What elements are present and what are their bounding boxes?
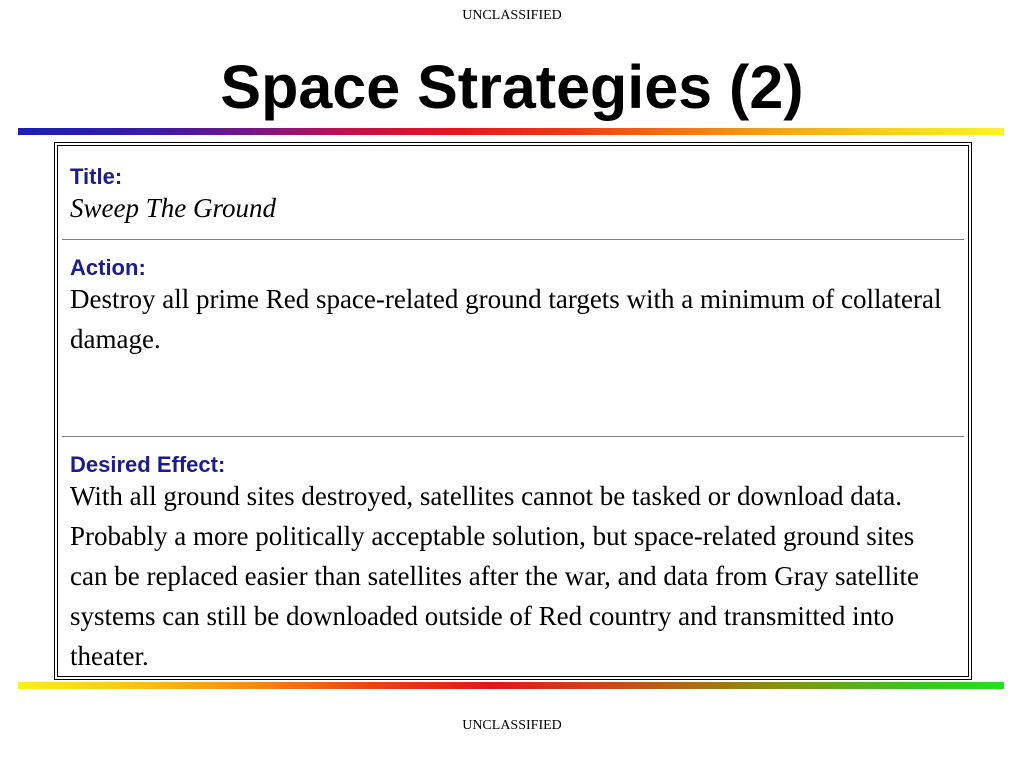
action-value: Destroy all prime Red space-related ground targets with a minimum of collateral damage. <box>70 284 942 354</box>
title-section <box>62 150 964 240</box>
desired-effect-section <box>62 438 964 676</box>
desired-effect-value: With all ground sites destroyed, satellites cannot be tasked or download data. Probably a more politically acceptable solution, but space-related ground sites can be replaced easier than satellites after the war, and data from Gray satellite systems can still be downloaded outside of Red country and transmitted into theater. <box>70 481 919 671</box>
bottom-gradient-rule <box>18 682 1004 689</box>
action-section <box>62 241 964 437</box>
classification-top: UNCLASSIFIED <box>462 8 562 23</box>
title-label: Title: <box>70 164 123 189</box>
title-value: Sweep The Ground <box>70 193 276 223</box>
desired-effect-label: Desired Effect: <box>70 452 226 477</box>
slide-title: Space Strategies (2) <box>220 53 804 121</box>
classification-bottom: UNCLASSIFIED <box>462 718 562 733</box>
action-label: Action: <box>70 255 146 280</box>
strategy-card <box>54 142 972 680</box>
top-gradient-rule <box>18 128 1004 135</box>
